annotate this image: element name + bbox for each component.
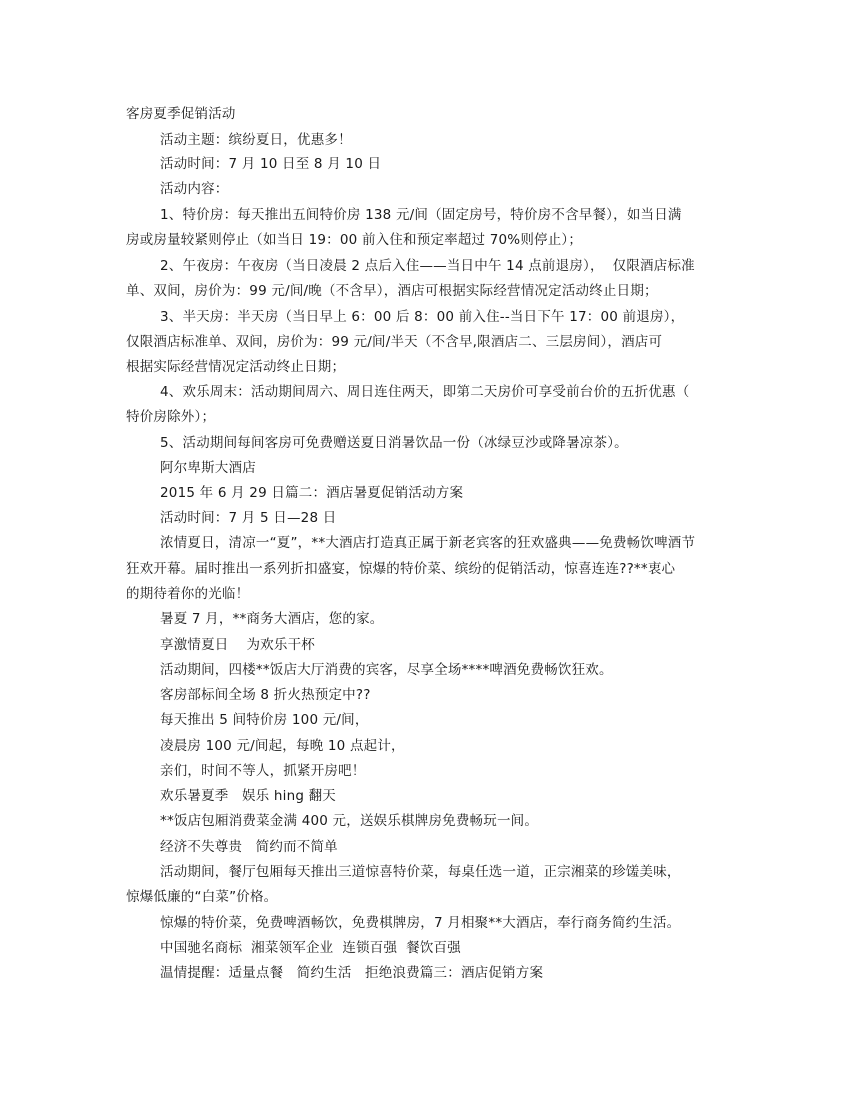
paragraph: 温情提醒：适量点餐 简约生活 拒绝浪费篇三：酒店促销方案 [160,965,544,981]
paragraph: 1、特价房：每天推出五间特价房 138 元/间（固定房号，特价房不含早餐），如当日满 [160,207,682,223]
paragraph: 3、半天房：半天房（当日早上 6：00 后 8：00 前入住--当日下午 17：00 前退房）， [160,309,685,325]
paragraph: 活动时间：7 月 5 日—28 日 [160,510,337,526]
paragraph: 欢乐暑夏季 娱乐 hing 翻天 [160,788,336,804]
paragraph: 狂欢开幕。届时推出一系列折扣盛宴，惊爆的特价菜、缤纷的促销活动，惊喜连连??**衷心 [126,561,676,577]
paragraph: 惊爆的特价菜，免费啤酒畅饮，免费棋牌房，7 月相聚**大酒店，奉行商务简约生活。 [160,915,681,931]
paragraph: 仅限酒店标准单、双间，房价为：99 元/间/半天（不含早,限酒店二、三层房间），酒店可 [126,334,663,350]
paragraph: 每天推出 5 间特价房 100 元/间， [160,712,369,728]
paragraph: 特价房除外）； [126,409,216,425]
paragraph: 的期待着你的光临！ [126,586,250,602]
paragraph: 活动内容： [160,181,229,197]
paragraph: 活动主题：缤纷夏日，优惠多！ [160,132,352,148]
paragraph: 暑夏 7 月，**商务大酒店，您的家。 [160,611,384,627]
paragraph: 活动期间，四楼**饭店大厅消费的宾客，尽享全场****啤酒免费畅饮狂欢。 [160,662,613,678]
paragraph: 活动期间，餐厅包厢每天推出三道惊喜特价菜，每桌任选一道，正宗湘菜的珍馐美味， [160,864,681,880]
paragraph: 房或房量较紧则停止（如当日 19：00 前入住和预定率超过 70%则停止）； [126,232,583,248]
paragraph: 4、欢乐周末：活动期间周六、周日连住两天，即第二天房价可享受前台价的五折优惠（ [160,384,690,400]
paragraph: **饭店包厢消费菜金满 400 元，送娱乐棋牌房免费畅玩一间。 [160,813,539,829]
doc-title: 客房夏季促销活动 [126,106,236,122]
paragraph: 单、双间，房价为：99 元/间/晚（不含早），酒店可根据实际经营情况定活动终止日期； [126,283,658,299]
paragraph: 2、午夜房：午夜房（当日凌晨 2 点后入住——当日中午 14 点前退房）， 仅限酒店标准 [160,258,695,274]
paragraph: 根据实际经营情况定活动终止日期； [126,359,346,375]
paragraph: 享激情夏日 为欢乐干杯 [160,637,315,653]
paragraph: 2015 年 6 月 29 日篇二：酒店暑夏促销活动方案 [160,485,464,501]
paragraph: 中国驰名商标 湘菜领军企业 连锁百强 餐饮百强 [160,940,461,956]
paragraph: 浓情夏日，清凉一“夏”，**大酒店打造真正属于新老宾客的狂欢盛典——免费畅饮啤酒节 [160,535,696,551]
paragraph: 凌晨房 100 元/间起，每晚 10 点起计， [160,738,405,754]
paragraph: 5、活动期间每间客房可免费赠送夏日消暑饮品一份（冰绿豆沙或降暑凉茶）。 [160,435,628,451]
paragraph: 客房部标间全场 8 折火热预定中?? [160,687,371,703]
paragraph: 亲们，时间不等人，抓紧开房吧！ [160,763,366,779]
paragraph: 经济不失尊贵 简约而不简单 [160,839,338,855]
paragraph: 惊爆低廉的“白菜”价格。 [126,889,278,905]
paragraph: 活动时间：7 月 10 日至 8 月 10 日 [160,156,382,172]
paragraph: 阿尔卑斯大酒店 [160,460,256,476]
